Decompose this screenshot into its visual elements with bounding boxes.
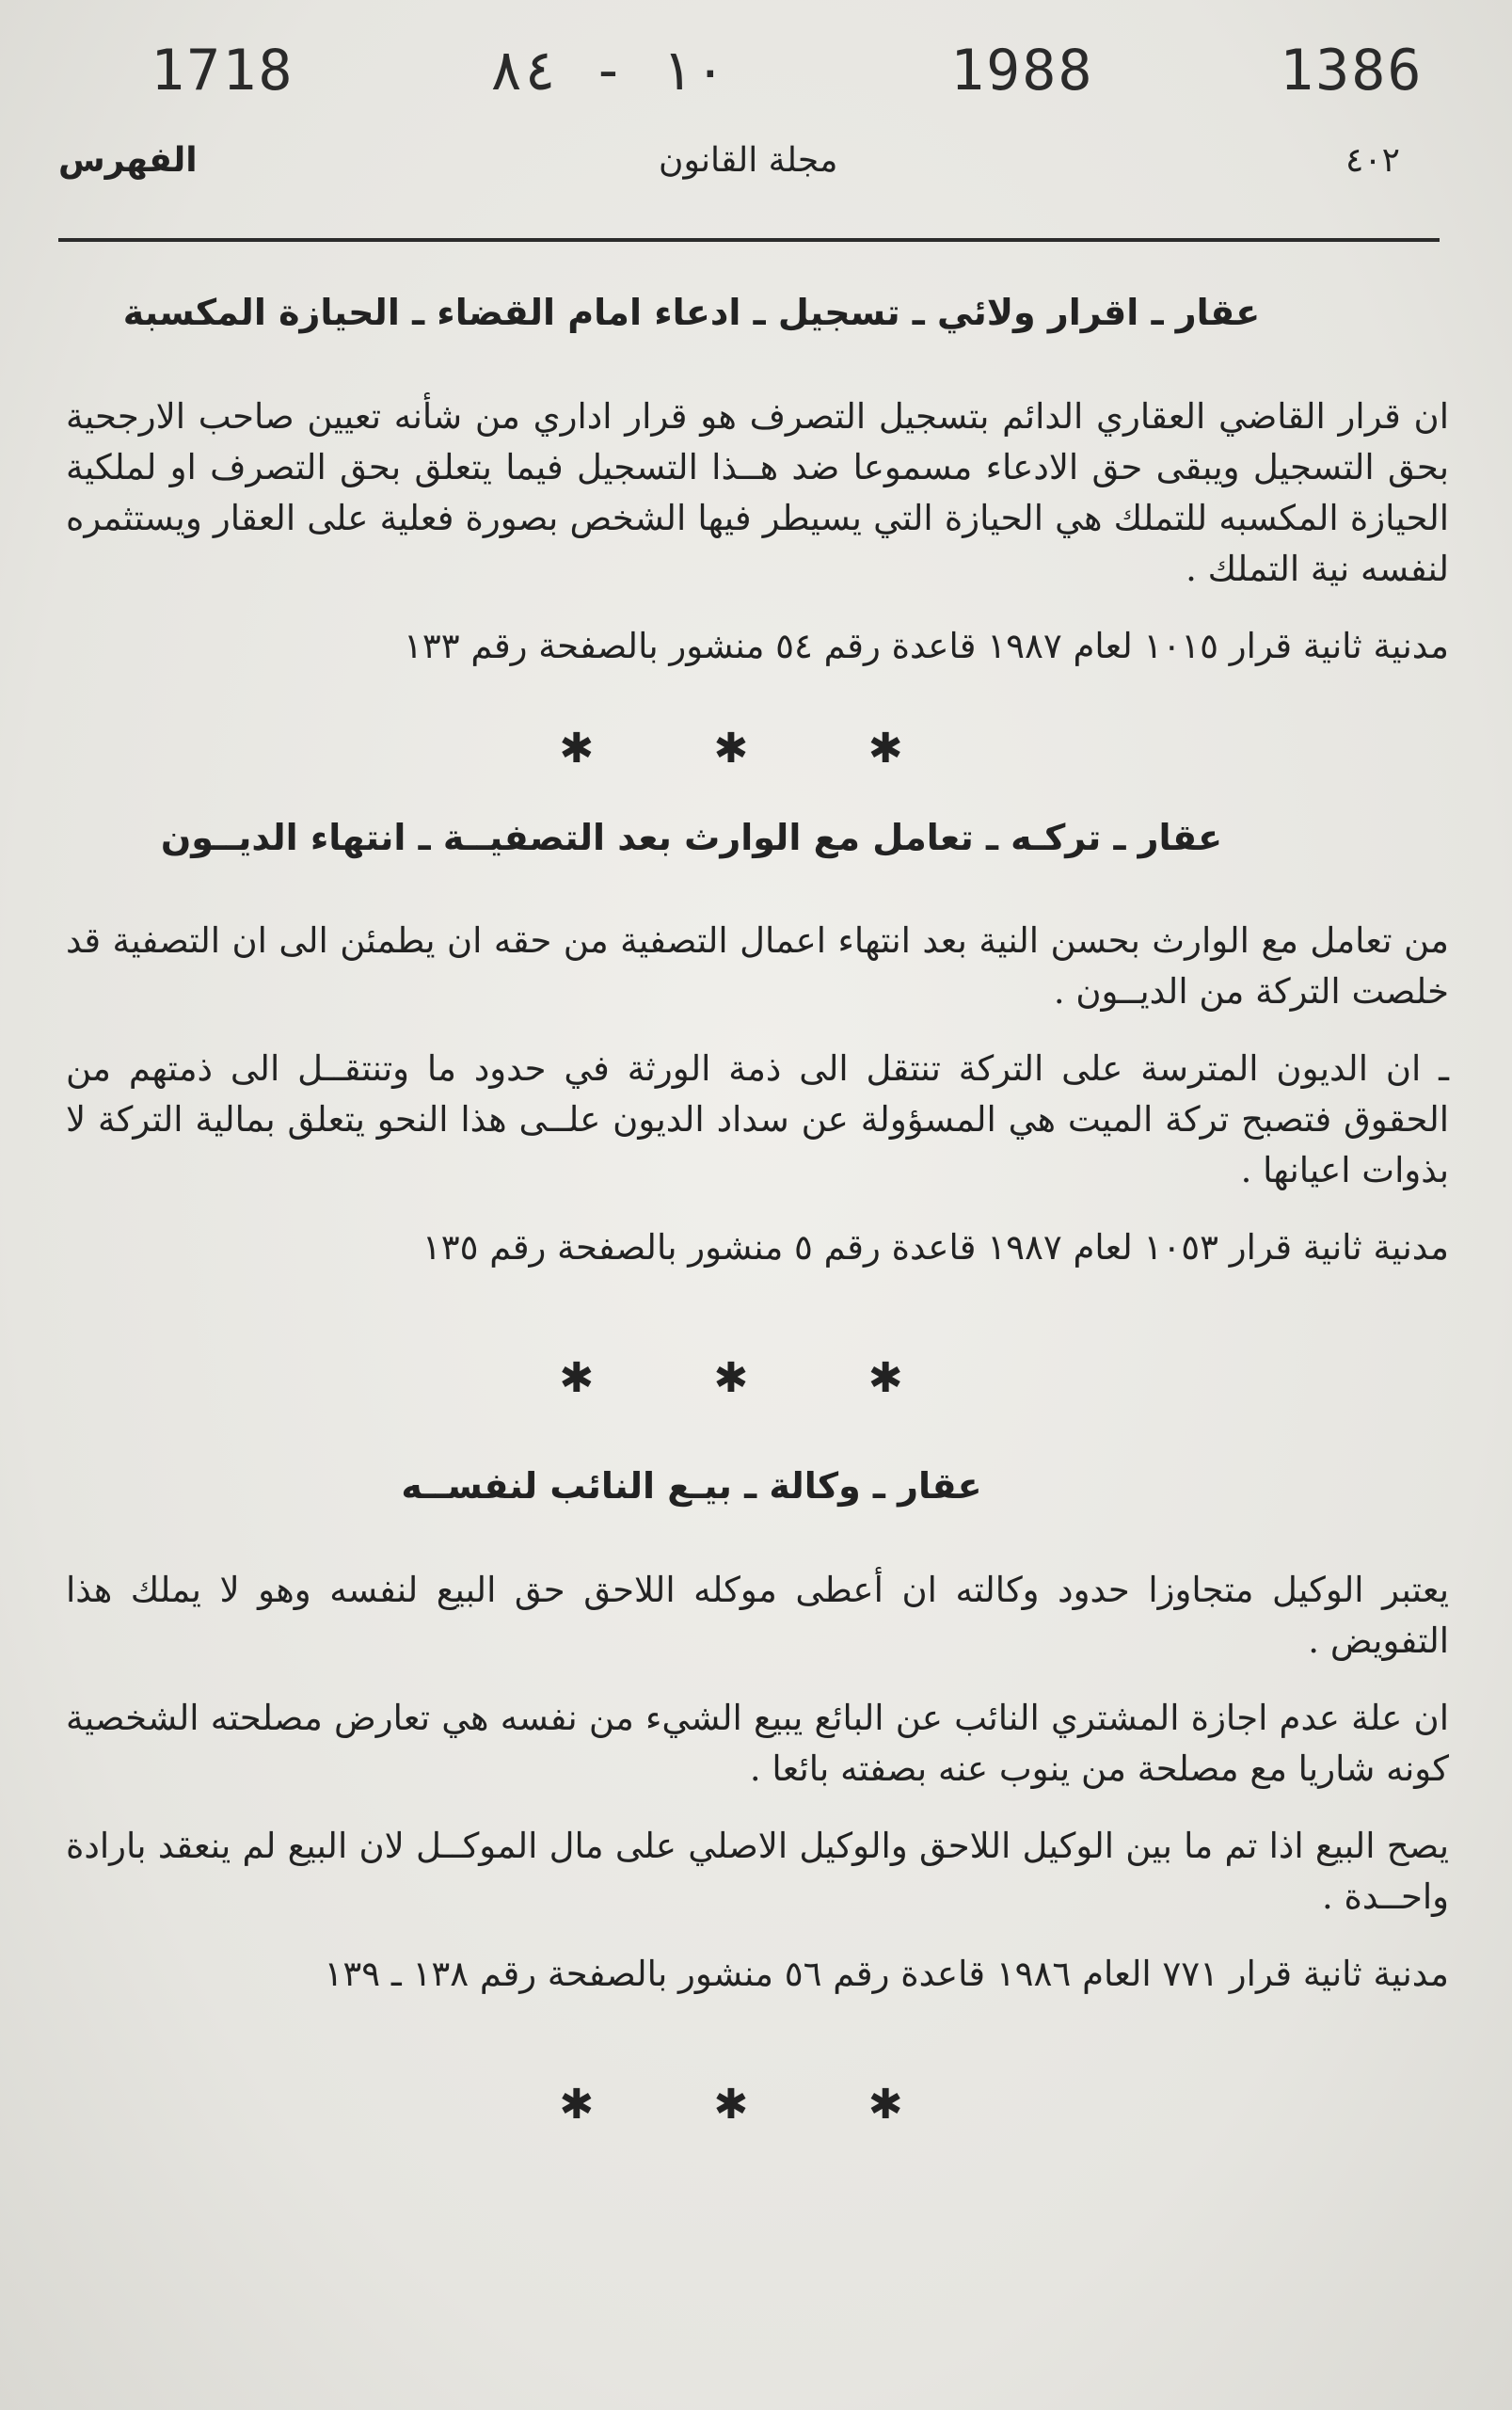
separator-stars: ✱ ✱ ✱ xyxy=(559,1354,956,1403)
handwritten-number-1: 1386 xyxy=(1280,38,1424,104)
entry-paragraph: ـ ان الديون المترسة على التركة تنتقل الى ذمة الورثة في حدود ما وتنتقــل الى ذمتهم من الحقوق فتصبح تركة الميت هي المسؤولة عن سداد الديون علــى هذا النحو يتعلق بمالية التركة لا بذوات اعيانها . xyxy=(66,1048,1449,1191)
handwritten-number-2: 1988 xyxy=(950,38,1094,104)
separator-stars: ✱ ✱ ✱ xyxy=(559,2080,956,2129)
entry-heading: عقار ـ تركـه ـ تعامل مع الوارث بعد التصفيــة ـ انتهاء الديــون xyxy=(160,816,1223,858)
entry-paragraph: من تعامل مع الوارث بحسن النية بعد انتهاء اعمال التصفية من حقه ان يطمئن الى ان التصفية قد خلصت التركة من الديــون . xyxy=(66,920,1449,1013)
entry-3 xyxy=(66,1465,1449,2000)
entry-reference: مدنية ثانية قرار ١٠٥٣ لعام ١٩٨٧ قاعدة رقم ٥ منشور بالصفحة رقم ١٣٥ xyxy=(422,1227,1449,1269)
entry-1 xyxy=(66,292,1449,672)
header-rule xyxy=(58,238,1440,242)
journal-title: مجلة القانون xyxy=(659,141,838,180)
entry-heading: عقار ـ وكالة ـ بيـع النائب لنفســه xyxy=(401,1465,982,1508)
entry-reference: مدنية ثانية قرار ٧٧١ العام ١٩٨٦ قاعدة رقم ٥٦ منشور بالصفحة رقم ١٣٨ ـ ١٣٩ xyxy=(324,1953,1449,1994)
handwritten-number-4: 1718 xyxy=(151,38,294,104)
entry-paragraph: يصح البيع اذا تم ما بين الوكيل اللاحق والوكيل الاصلي على مال الموكــل لان البيع لم ينعقد بارادة واحــدة . xyxy=(66,1825,1449,1917)
entry-heading: عقار ـ اقرار ولائي ـ تسجيل ـ ادعاء امام القضاء ـ الحيازة المكسبة xyxy=(122,292,1261,333)
entry-paragraph: ان علة عدم اجازة المشتري النائب عن البائع يبيع الشيء من نفسه هي تعارض مصلحته الشخصية كونه شاريا مع مصلحة من ينوب عنه بصفته بائعا . xyxy=(66,1697,1449,1789)
page-body xyxy=(66,292,1449,2129)
entry-reference: مدنية ثانية قرار ١٠١٥ لعام ١٩٨٧ قاعدة رقم ٥٤ منشور بالصفحة رقم ١٣٣ xyxy=(403,625,1449,666)
handwritten-number-3: ١٠ - ٨٤ xyxy=(489,38,727,104)
entry-2 xyxy=(66,817,1449,1274)
page-number: ٤٠٢ xyxy=(1345,141,1401,180)
running-header xyxy=(0,141,1512,198)
section-title: الفهرس xyxy=(58,141,198,180)
separator-stars: ✱ ✱ ✱ xyxy=(559,724,956,773)
entry-paragraph: يعتبر الوكيل متجاوزا حدود وكالته ان أعطى موكله اللاحق حق البيع لنفسه وهو لا يملك هذا التفويض . xyxy=(66,1569,1449,1661)
entry-paragraph: ان قرار القاضي العقاري الدائم بتسجيل التصرف هو قرار اداري من شأنه تعيين صاحب الارجحية بحق التسجيل ويبقى حق الادعاء مسموعا ضد هــذا التسجيل فيما يتعلق بحق التصرف او لملكية الحيازة المكسبه للتملك هي الحيازة التي يسيطر فيها الشخص بصورة فعلية على العقار ويستثمره لنفسه نية التملك . xyxy=(66,395,1449,589)
